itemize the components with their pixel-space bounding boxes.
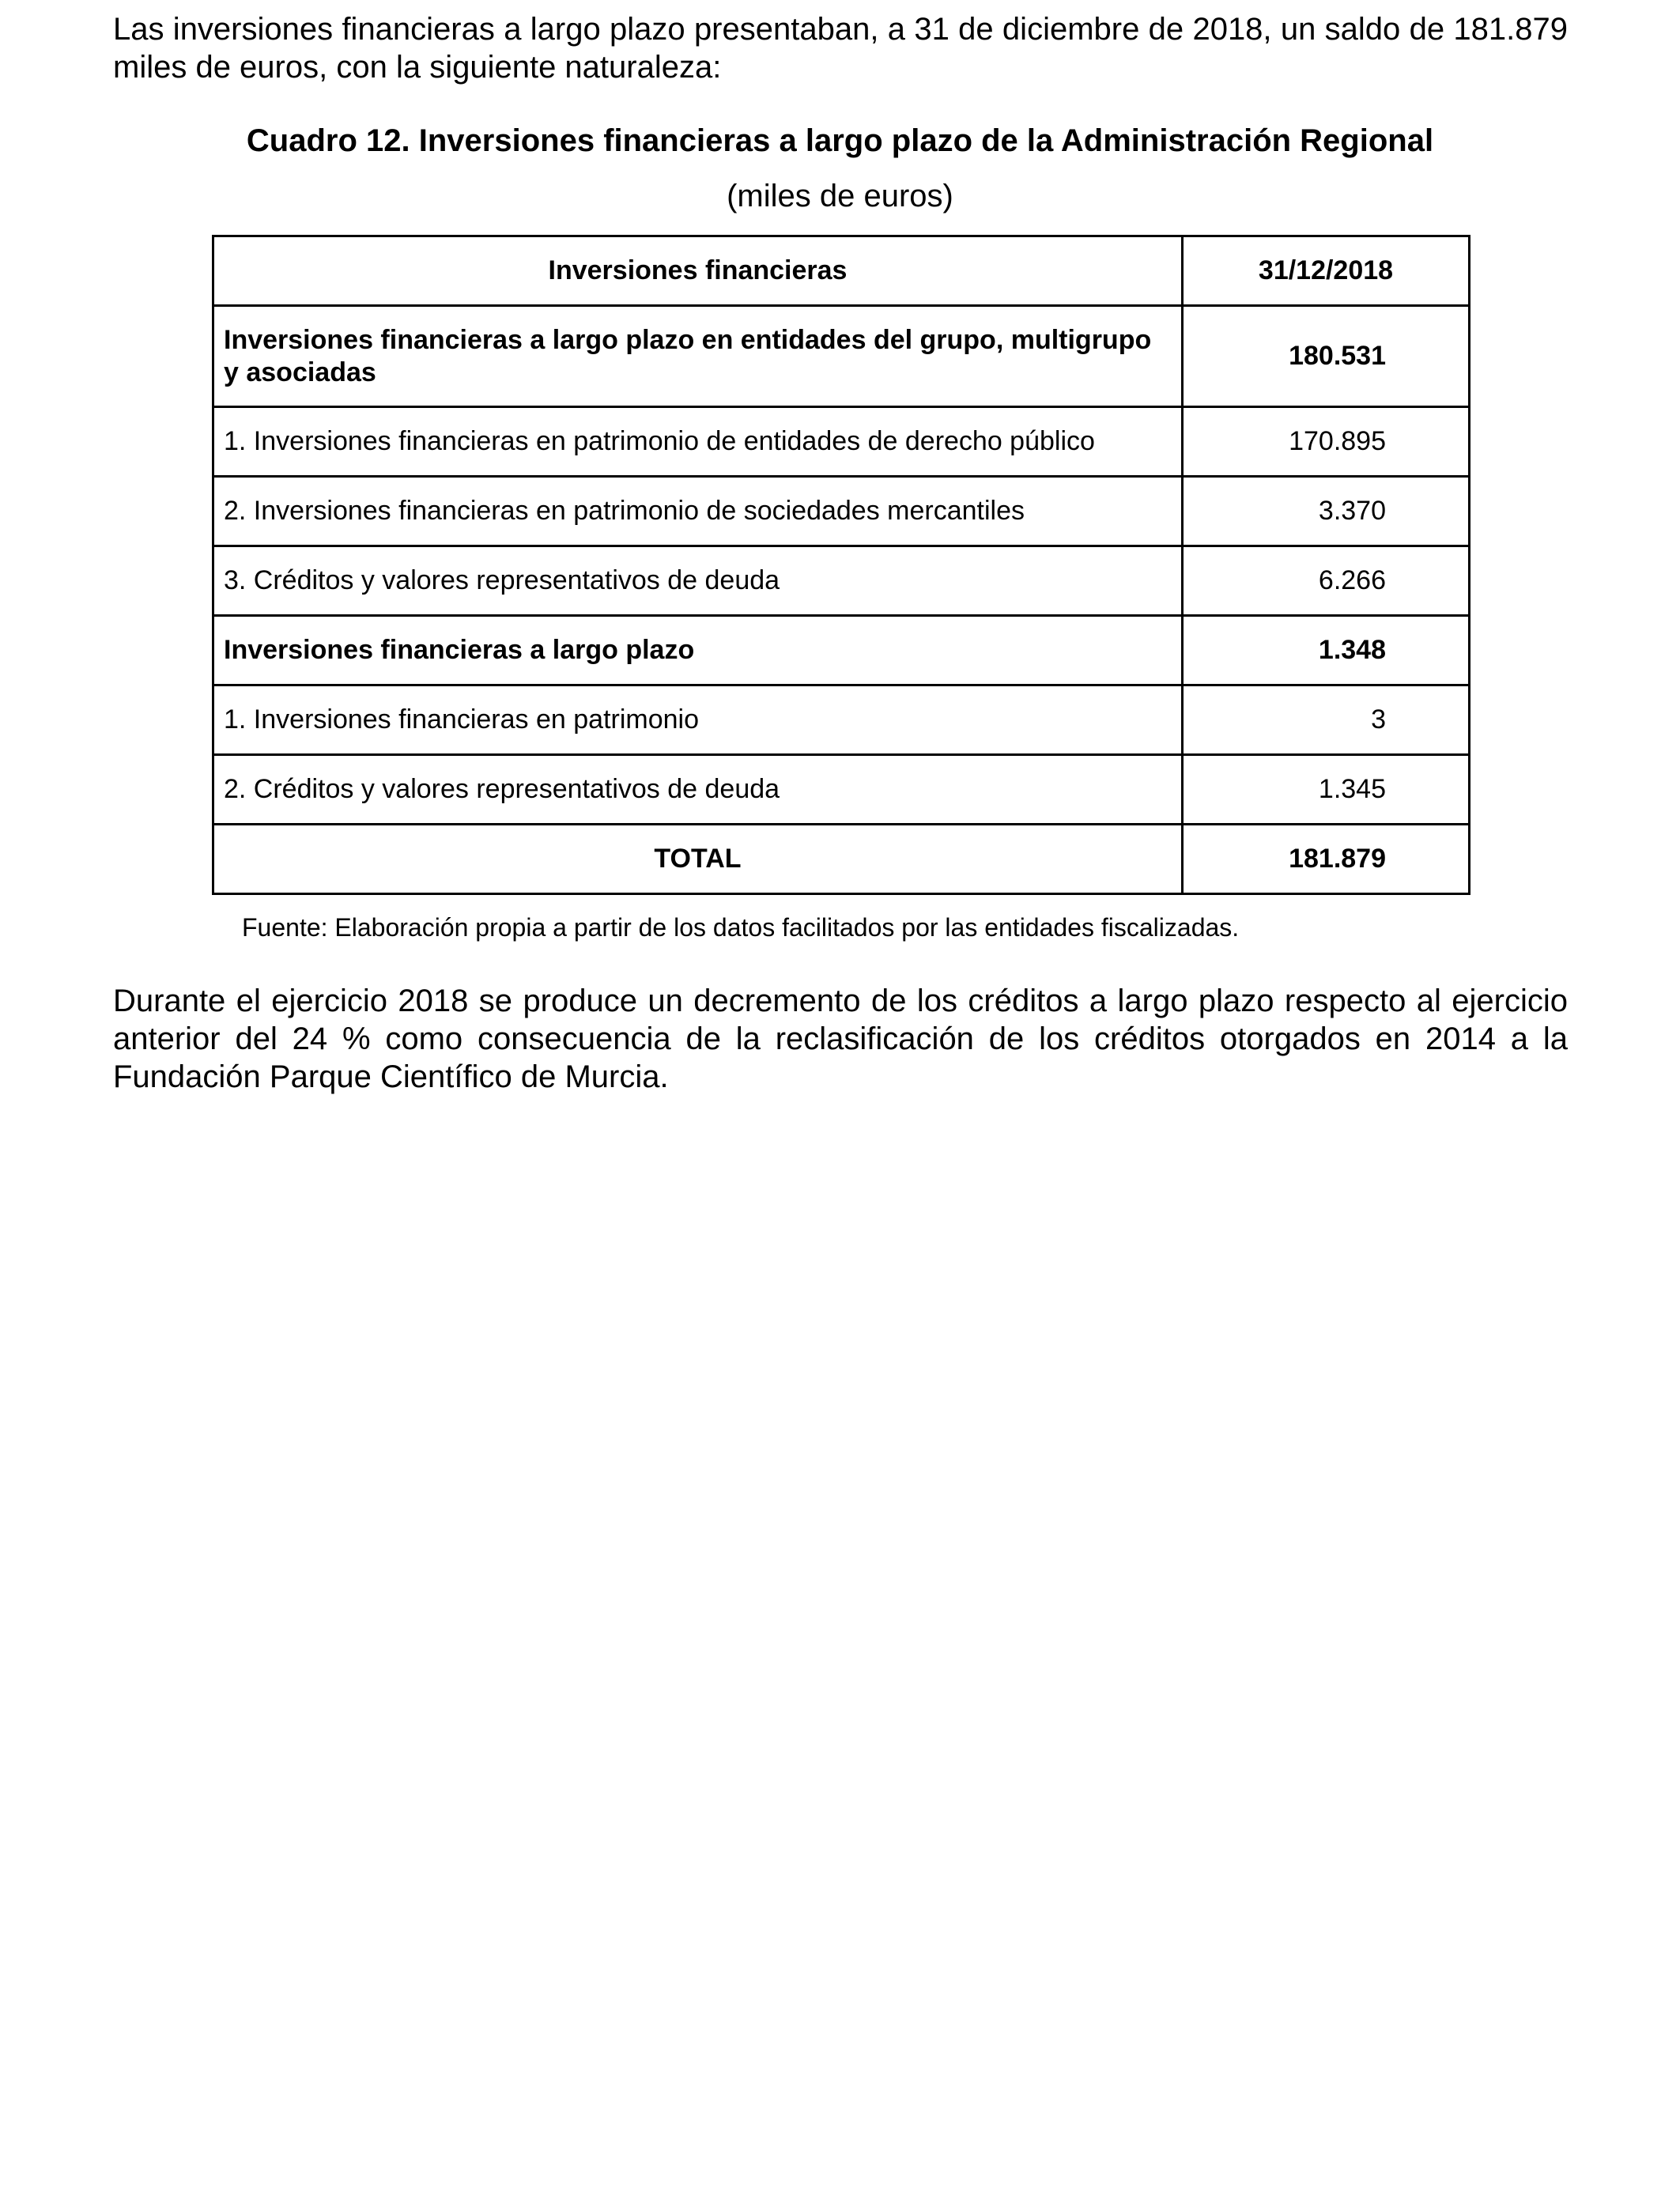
- table-total-row: [213, 825, 1470, 894]
- table-row: [213, 755, 1470, 825]
- table-row: [213, 685, 1470, 755]
- table-row: [213, 616, 1470, 685]
- row-value: 3: [1183, 685, 1470, 755]
- investments-table: [212, 235, 1470, 895]
- table-row: [213, 546, 1470, 616]
- row-label: 2. Créditos y valores representativos de deuda: [213, 755, 1183, 825]
- row-value: 180.531: [1183, 306, 1470, 407]
- table-row: [213, 407, 1470, 477]
- row-label: Inversiones financieras a largo plazo: [213, 616, 1183, 685]
- table-subtitle: (miles de euros): [727, 179, 953, 213]
- total-label: TOTAL: [213, 825, 1183, 894]
- total-value: 181.879: [1183, 825, 1470, 894]
- table-header-row: [213, 236, 1470, 306]
- table-title: Cuadro 12. Inversiones financieras a largo plazo de la Administración Regional: [246, 123, 1434, 158]
- row-label: 2. Inversiones financieras en patrimonio de sociedades mercantiles: [213, 477, 1183, 546]
- table-source-note: Fuente: Elaboración propia a partir de los datos facilitados por las entidades fiscalizadas.: [242, 913, 1240, 942]
- conclusion-paragraph: Durante el ejercicio 2018 se produce un decremento de los créditos a largo plazo respecto al ejercicio anterior del 24 % como consecuencia de la reclasificación de los créditos otorgados en 2014 a la Fundación Parque Científico de Murcia.: [113, 984, 1568, 1094]
- row-value: 3.370: [1183, 477, 1470, 546]
- row-label: 1. Inversiones financieras en patrimonio de entidades de derecho público: [213, 407, 1183, 477]
- row-value: 170.895: [1183, 407, 1470, 477]
- header-date: 31/12/2018: [1183, 236, 1470, 306]
- table-row: [213, 477, 1470, 546]
- row-label: Inversiones financieras a largo plazo en entidades del grupo, multigrupo y asociadas: [213, 306, 1183, 407]
- intro-paragraph: Las inversiones financieras a largo plazo presentaban, a 31 de diciembre de 2018, un saldo de 181.879 miles de euros, con la siguiente naturaleza:: [113, 12, 1568, 85]
- header-concept: Inversiones financieras: [213, 236, 1183, 306]
- row-label: 3. Créditos y valores representativos de deuda: [213, 546, 1183, 616]
- row-value: 1.345: [1183, 755, 1470, 825]
- row-label: 1. Inversiones financieras en patrimonio: [213, 685, 1183, 755]
- row-value: 6.266: [1183, 546, 1470, 616]
- table-row: [213, 306, 1470, 407]
- row-value: 1.348: [1183, 616, 1470, 685]
